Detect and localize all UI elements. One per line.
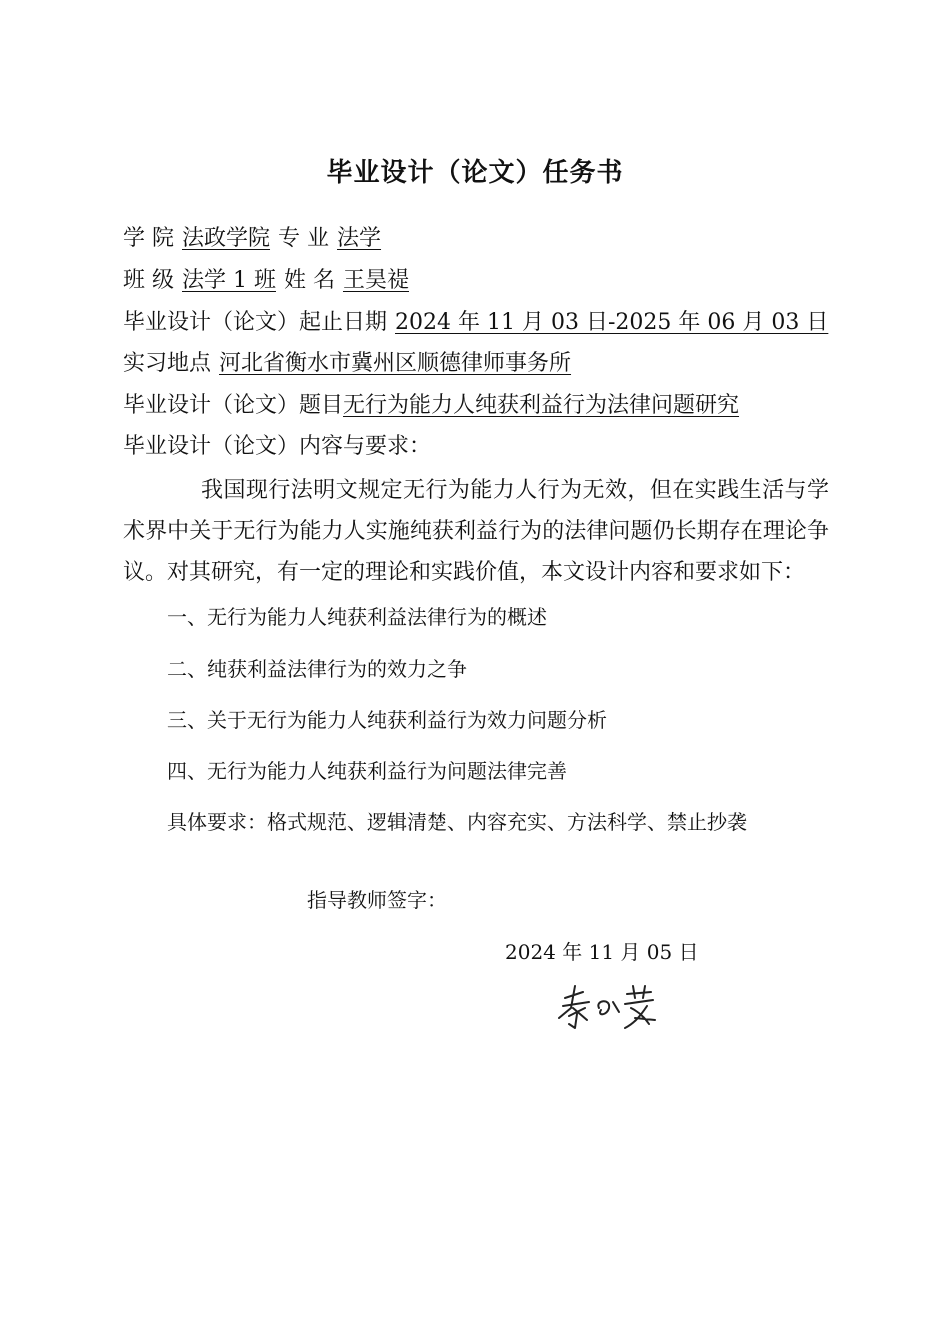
topic-line	[123, 391, 739, 421]
content-item: 三、关于无行为能力人纯获利益行为效力问题分析	[167, 708, 607, 732]
period-line	[123, 308, 828, 338]
college-label: 学 院	[123, 226, 174, 251]
major-label: 专 业	[278, 226, 330, 251]
location-value: 河北省衡水市冀州区顺德律师事务所	[219, 351, 572, 376]
period-value: 2024 年 11 月 03 日-2025 年 06 月 03 日	[395, 310, 829, 335]
college-major-line	[123, 224, 381, 254]
topic-label: 毕业设计（论文）题目	[123, 393, 344, 418]
period-label: 毕业设计（论文）起止日期	[123, 310, 388, 335]
content-item: 四、无行为能力人纯获利益行为问题法律完善	[167, 759, 567, 783]
class-label: 班 级	[123, 268, 174, 293]
topic-value: 无行为能力人纯获利益行为法律问题研究	[343, 393, 740, 418]
class-name-line	[123, 266, 409, 296]
content-heading	[123, 432, 431, 462]
class-value: 法学 1 班	[182, 268, 276, 293]
content-paragraph: 我国现行法明文规定无行为能力人行为无效，但在实践生活与学术界中关于无行为能力人实施纯获利益行为的法律问题仍长期存在理论争议。对其研究，有一定的理论和实践价值，本文设计内容和要求如下：	[123, 478, 829, 585]
advisor-signature-label: 指导教师签字：	[307, 888, 447, 912]
requirements-line: 具体要求：格式规范、逻辑清楚、内容充实、方法科学、禁止抄袭	[167, 810, 747, 834]
handwritten-signature	[555, 978, 665, 1038]
major-value: 法学	[337, 226, 382, 251]
college-value: 法政学院	[182, 226, 271, 251]
student-name-value: 王昊禔	[342, 268, 409, 293]
location-label: 实习地点	[123, 351, 212, 376]
location-line	[123, 349, 571, 379]
content-item: 一、无行为能力人纯获利益法律行为的概述	[167, 605, 547, 629]
signature-date: 2024 年 11 月 05 日	[505, 940, 699, 964]
content-label: 毕业设计（论文）内容与要求：	[123, 434, 432, 459]
document-title: 毕业设计（论文）任务书	[326, 158, 624, 188]
name-label: 姓 名	[283, 268, 335, 293]
content-item: 二、纯获利益法律行为的效力之争	[167, 657, 467, 681]
